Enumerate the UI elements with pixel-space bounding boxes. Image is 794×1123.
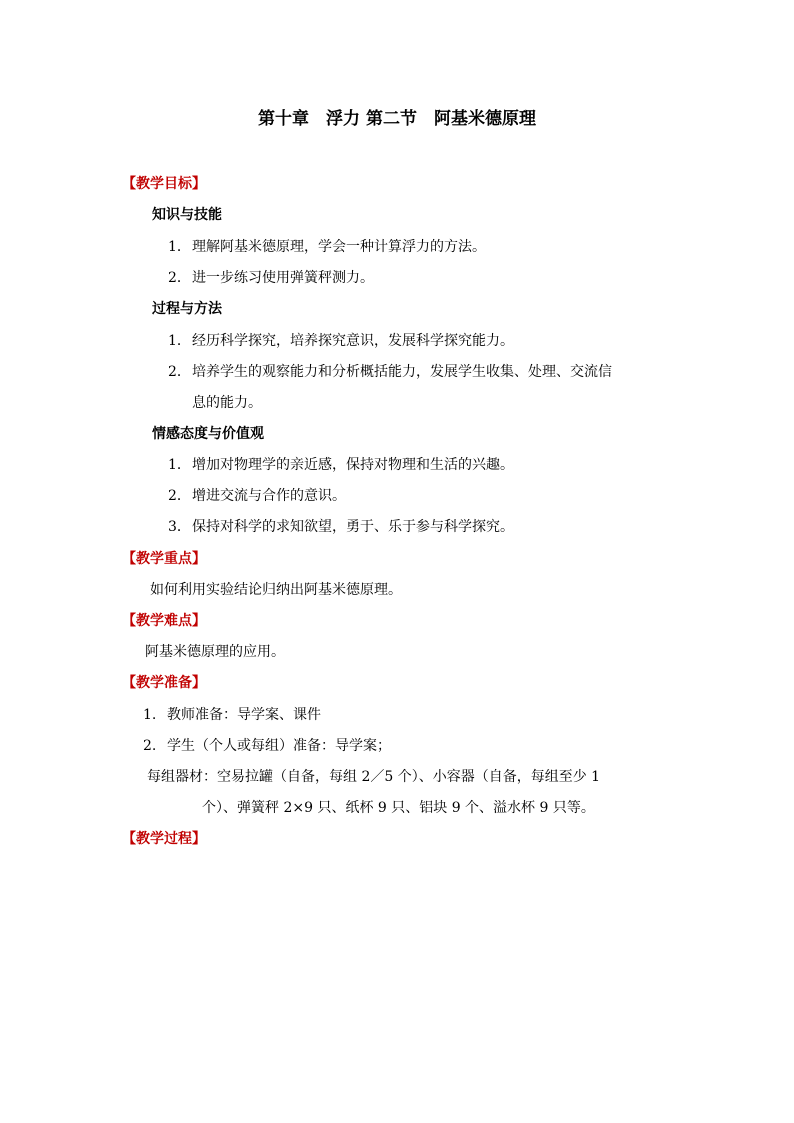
list-item	[168, 331, 514, 351]
goals-heading: 【教学目标】	[122, 176, 206, 192]
item-text: 培养学生的观察能力和分析概括能力，发展学生收集、处理、交流信	[192, 364, 612, 380]
item-text: 进一步练习使用弹簧秤测力。	[192, 270, 374, 286]
item-text: 增加对物理学的亲近感，保持对物理和生活的兴趣。	[192, 457, 514, 473]
list-item	[143, 705, 321, 725]
list-item	[168, 362, 612, 382]
list-item	[168, 455, 514, 475]
list-item	[168, 517, 514, 537]
page-title: 第十章 浮力 第二节 阿基米德原理	[258, 109, 536, 129]
item-text: 保持对科学的求知欲望，勇于、乐于参与科学探究。	[192, 519, 514, 535]
item-number: 2．	[168, 364, 191, 380]
emotion-subheading: 情感态度与价值观	[152, 426, 264, 442]
item-number: 1．	[168, 457, 191, 473]
process-heading: 【教学过程】	[122, 831, 206, 847]
list-item	[168, 237, 486, 257]
item-number: 1．	[168, 333, 191, 349]
list-item	[168, 268, 374, 288]
list-item	[168, 486, 346, 506]
preparation-heading: 【教学准备】	[122, 675, 206, 691]
item-text: 增进交流与合作的意识。	[192, 488, 346, 504]
item-number: 1．	[168, 239, 191, 255]
difficulty-text: 阿基米德原理的应用。	[145, 644, 285, 660]
item-number: 2．	[168, 270, 191, 286]
list-item	[143, 736, 391, 756]
key-point-heading: 【教学重点】	[122, 551, 206, 567]
materials-line-continued: 个）、弹簧秤 2×9 只、纸杯 9 只、铝块 9 个、溢水杯 9 只等。	[202, 800, 595, 816]
process-subheading: 过程与方法	[152, 301, 222, 317]
item-text: 学生（个人或每组）准备：导学案；	[167, 738, 391, 754]
knowledge-subheading: 知识与技能	[152, 207, 222, 223]
key-point-text: 如何利用实验结论归纳出阿基米德原理。	[150, 582, 402, 598]
item-number: 2.	[143, 738, 157, 754]
materials-line: 每组器材：空易拉罐（自备，每组 2／5 个）、小容器（自备，每组至少 1	[147, 769, 601, 785]
item-text: 理解阿基米德原理，学会一种计算浮力的方法。	[192, 239, 486, 255]
item-text: 经历科学探究，培养探究意识，发展科学探究能力。	[192, 333, 514, 349]
difficulty-heading: 【教学难点】	[122, 613, 206, 629]
item-continuation: 息的能力。	[192, 395, 262, 411]
item-number: 1.	[143, 707, 157, 723]
item-number: 2．	[168, 488, 191, 504]
item-number: 3．	[168, 519, 191, 535]
item-text: 教师准备：导学案、课件	[167, 707, 321, 723]
